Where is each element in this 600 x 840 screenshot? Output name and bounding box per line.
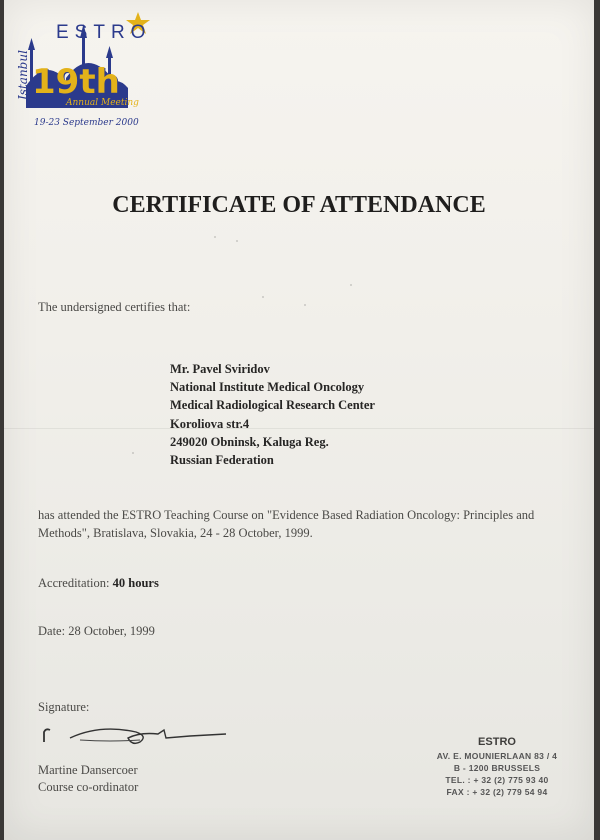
course-statement: has attended the ESTRO Teaching Course on "Evidence Based Radiation Oncology: Principles and Methods", Bratislava, Slovakia, 24 - 28 October, 1999. <box>38 508 535 540</box>
stamp-fax: FAX : + 32 (2) 779 54 94 <box>446 787 548 797</box>
logo-brand: ESTRO <box>56 22 152 43</box>
recipient-address <box>170 360 375 469</box>
signature-label: Signature: <box>38 700 90 714</box>
signatory-role: Course co-ordinator <box>38 780 139 794</box>
handwritten-signature-icon <box>40 720 230 754</box>
paper-speck <box>236 240 238 242</box>
paper-speck <box>132 452 134 454</box>
logo-edition: 19th <box>32 62 120 102</box>
accreditation-label: Accreditation: <box>38 576 110 590</box>
undersigned-text: The undersigned certifies that: <box>38 300 191 314</box>
logo-subtitle: Annual Meeting <box>66 98 139 108</box>
signatory-name: Martine Dansercoer <box>38 763 138 777</box>
recipient-center: Medical Radiological Research Center <box>170 398 375 413</box>
paper-speck <box>304 304 306 306</box>
recipient-name: Mr. Pavel Sviridov <box>170 362 270 376</box>
certificate-title: CERTIFICATE OF ATTENDANCE <box>112 192 486 218</box>
paper-speck <box>350 284 352 286</box>
estro-address-stamp <box>412 736 582 798</box>
recipient-street: Koroliova str.4 <box>170 416 250 431</box>
estro-logo <box>8 8 168 128</box>
logo-dates: 19-23 September 2000 <box>34 118 139 128</box>
recipient-country: Russian Federation <box>170 453 274 468</box>
accreditation-value: 40 hours <box>112 576 159 590</box>
paper-speck <box>214 236 216 238</box>
stamp-street: AV. E. MOUNIERLAAN 83 / 4 <box>436 751 558 761</box>
certificate-paper <box>4 0 594 840</box>
recipient-institution: National Institute Medical Oncology <box>170 380 365 395</box>
accreditation-line <box>38 576 159 591</box>
recipient-city: 249020 Obninsk, Kaluga Reg. <box>170 434 329 449</box>
logo-city-text: Istanbul <box>15 50 30 100</box>
date-line: Date: 28 October, 1999 <box>38 624 155 638</box>
signatory <box>38 762 138 796</box>
stamp-title: ESTRO <box>478 736 516 748</box>
stamp-phone: TEL. : + 32 (2) 775 93 40 <box>445 775 549 785</box>
paper-speck <box>262 296 264 298</box>
stamp-city: B - 1200 BRUSSELS <box>453 763 541 773</box>
